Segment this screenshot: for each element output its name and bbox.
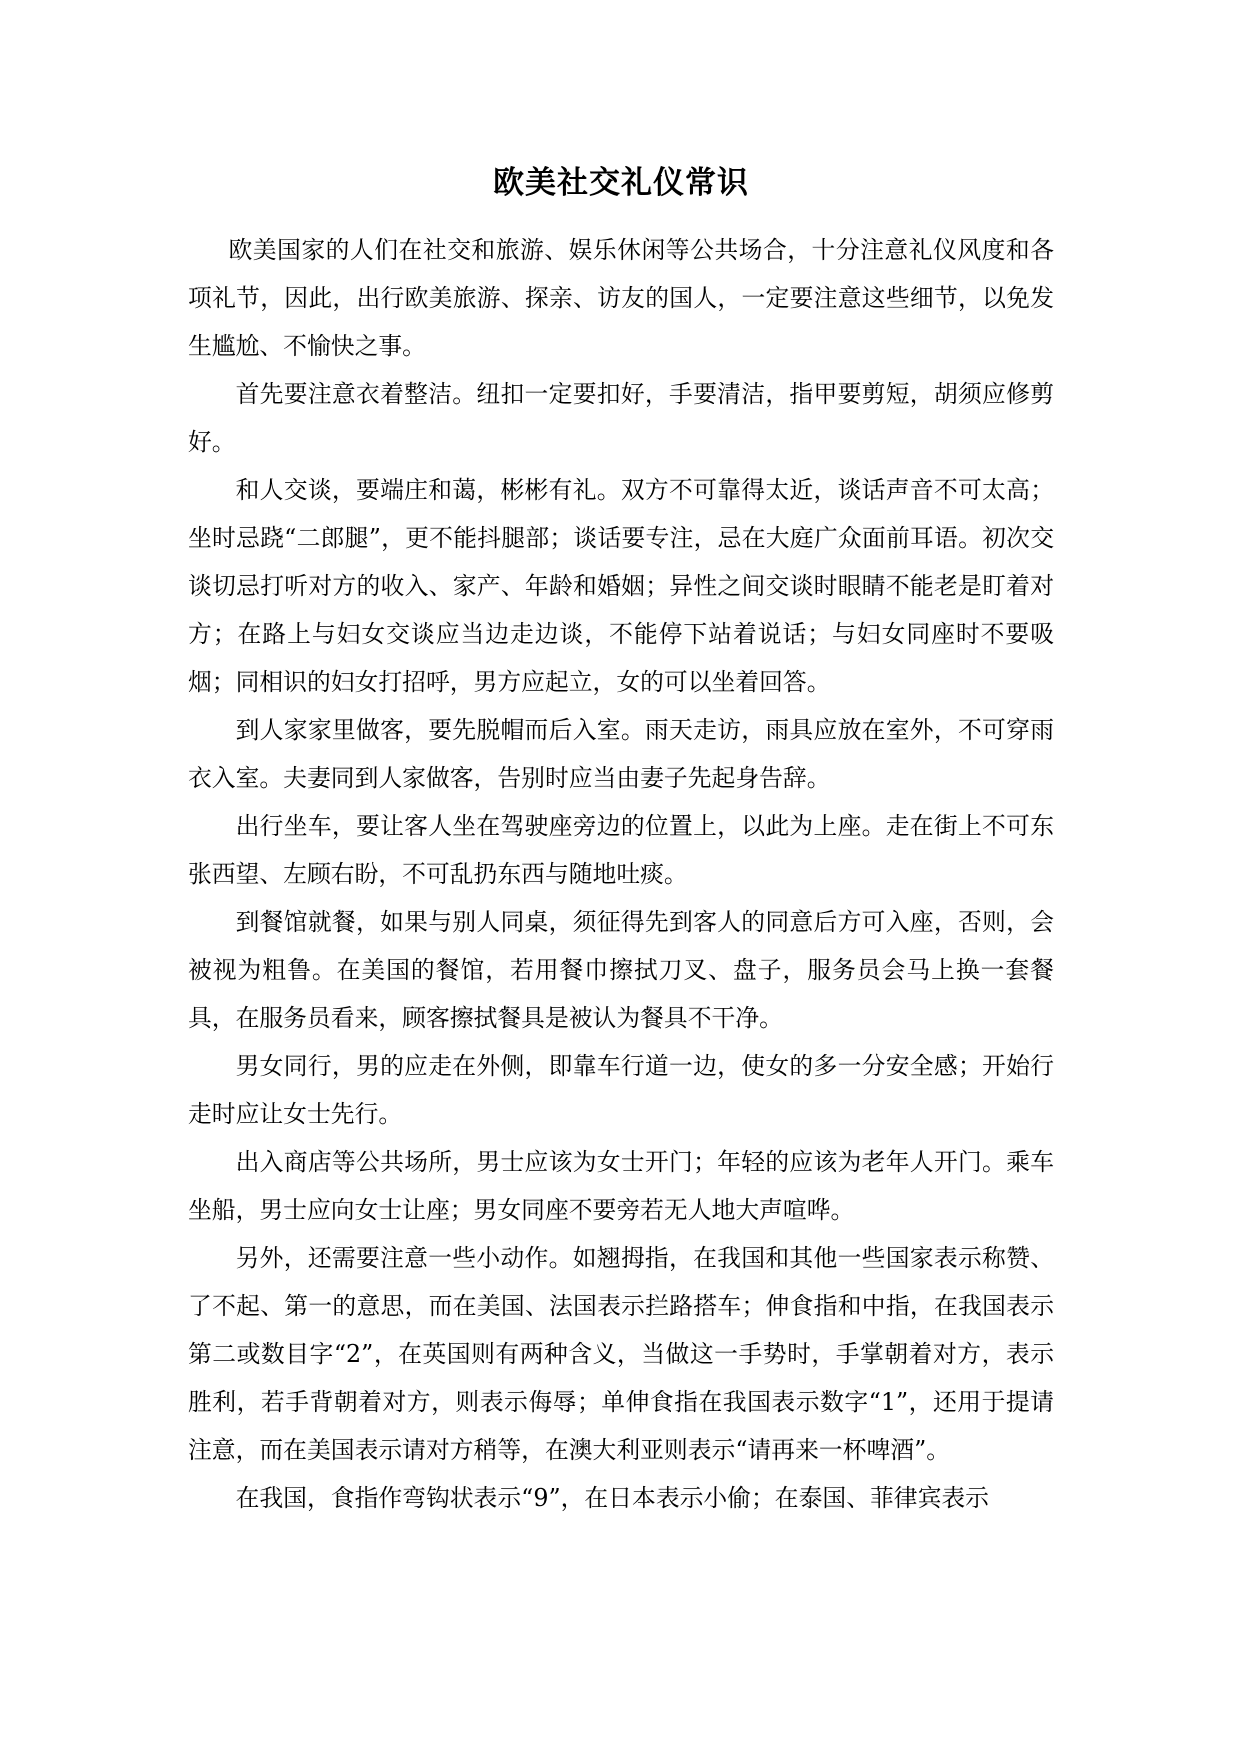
document-title: 欧美社交礼仪常识: [493, 165, 749, 201]
paragraph-attire: 首先要注意衣着整洁。纽扣一定要扣好，手要清洁，指甲要剪短，胡须应修剪好。: [188, 380, 1054, 456]
paragraph-gestures-continued: 在我国，食指作弯钩状表示“9”，在日本表示小偷；在泰国、菲律宾表示: [235, 1484, 989, 1512]
paragraph-walking: 男女同行，男的应走在外侧，即靠车行道一边，使女的多一分安全感；开始行走时应让女士先行。: [188, 1052, 1054, 1128]
paragraph-visiting: 到人家家里做客，要先脱帽而后入室。雨天走访，雨具应放在室外，不可穿雨衣入室。夫妻同到人家做客，告别时应当由妻子先起身告辞。: [188, 716, 1054, 792]
paragraph-gestures: 另外，还需要注意一些小动作。如翘拇指，在我国和其他一些国家表示称赞、了不起、第一的意思，而在美国、法国表示拦路搭车；伸食指和中指，在我国表示第二或数目字“2”，在英国则有两种含义，当做这一手势时，手掌朝着对方，表示胜利，若手背朝着对方，则表示侮辱；单伸食指在我国表示数字“1”，还用于提请注意，而在美国表示请对方稍等，在澳大利亚则表示“请再来一杯啤酒”。: [188, 1244, 1054, 1464]
document-body: [188, 160, 1054, 1522]
paragraph-dining: 到餐馆就餐，如果与别人同桌，须征得先到客人的同意后方可入座，否则，会被视为粗鲁。在美国的餐馆，若用餐巾擦拭刀叉、盘子，服务员会马上换一套餐具，在服务员看来，顾客擦拭餐具是被认为餐具不干净。: [188, 908, 1054, 1032]
paragraph-car-seating: 出行坐车，要让客人坐在驾驶座旁边的位置上，以此为上座。走在街上不可东张西望、左顾右盼，不可乱扔东西与随地吐痰。: [188, 812, 1054, 888]
paragraph-public-places: 出入商店等公共场所，男士应该为女士开门；年轻的应该为老年人开门。乘车坐船，男士应向女士让座；男女同座不要旁若无人地大声喧哗。: [188, 1148, 1054, 1224]
paragraph-intro: 欧美国家的人们在社交和旅游、娱乐休闲等公共场合，十分注意礼仪风度和各项礼节，因此，出行欧美旅游、探亲、访友的国人，一定要注意这些细节，以免发生尴尬、不愉快之事。: [188, 236, 1054, 360]
paragraph-conversation: 和人交谈，要端庄和蔼，彬彬有礼。双方不可靠得太近，谈话声音不可太高；坐时忌跷“二郎腿”，更不能抖腿部；谈话要专注，忌在大庭广众面前耳语。初次交谈切忌打听对方的收入、家产、年龄和婚姻；异性之间交谈时眼睛不能老是盯着对方；在路上与妇女交谈应当边走边谈，不能停下站着说话；与妇女同座时不要吸烟；同相识的妇女打招呼，男方应起立，女的可以坐着回答。: [188, 476, 1054, 696]
